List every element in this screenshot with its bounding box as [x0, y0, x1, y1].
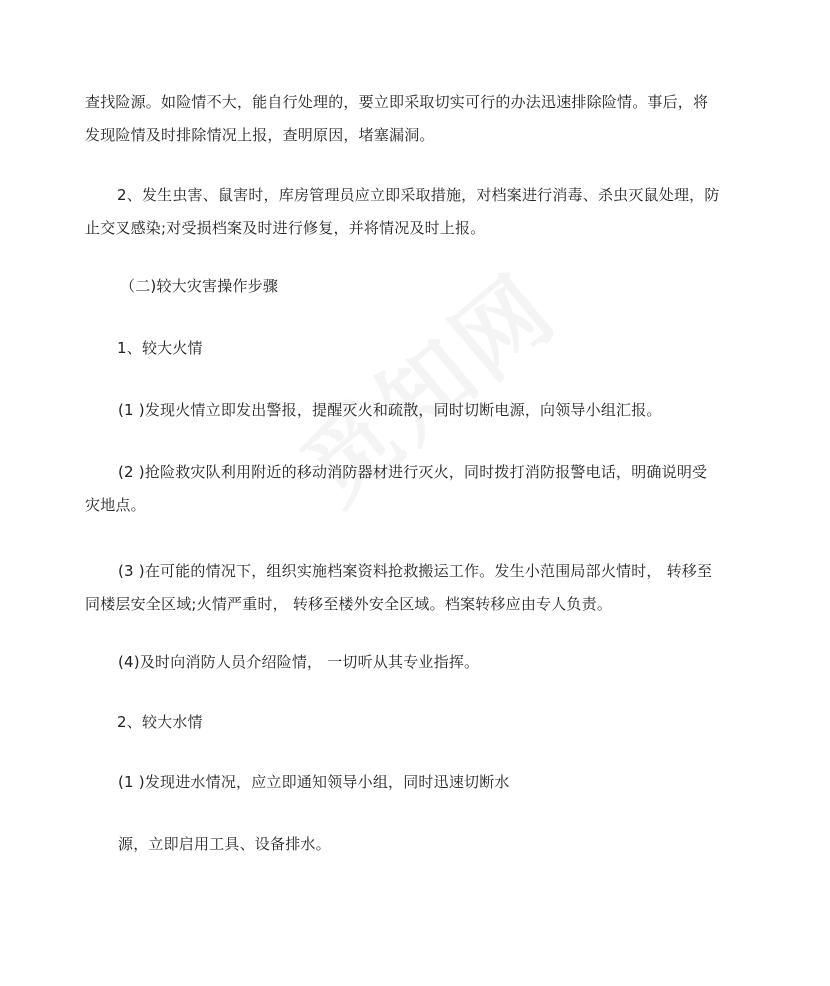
paragraph-line: 源，立即启用工具、设备排水。 — [118, 835, 331, 853]
subsection-heading: 1、较大火情 — [117, 339, 203, 357]
paragraph-line: (1 )发现火情立即发出警报，提醒灭火和疏散，同时切断电源，向领导小组汇报。 — [118, 401, 662, 419]
paragraph-line: (3 )在可能的情况下，组织实施档案资料抢救搬运工作。发生小范围局部火情时， 转移至 — [118, 562, 713, 580]
paragraph-line: (4)及时向消防人员介绍险情， 一切听从其专业指挥。 — [118, 653, 480, 671]
paragraph-line: 同楼层安全区域;火情严重时， 转移至楼外安全区域。档案转移应由专人负责。 — [85, 595, 613, 613]
paragraph-line: 发现险情及时排除情况上报，查明原因，堵塞漏洞。 — [85, 126, 435, 144]
paragraph-line: 查找险源。如险情不大，能自行处理的，要立即采取切实可行的办法迅速排除险情。事后，将 — [85, 93, 709, 111]
paragraph-line: (1 )发现进水情况，应立即通知领导小组，同时迅速切断水 — [118, 773, 510, 791]
paragraph-line: 止交叉感染;对受损档案及时进行修复，并将情况及时上报。 — [85, 219, 486, 237]
paragraph-line: (2 )抢险救灾队利用附近的移动消防器材进行灭火，同时拨打消防报警电话，明确说明受 — [118, 463, 708, 481]
paragraph-line: 灾地点。 — [85, 496, 146, 514]
section-heading: （二)较大灾害操作步骤 — [120, 277, 279, 295]
watermark — [250, 218, 611, 562]
subsection-heading: 2、较大水情 — [117, 713, 203, 731]
paragraph-line: 2、发生虫害、鼠害时，库房管理员应立即采取措施，对档案进行消毒、杀虫灭鼠处理，防 — [117, 186, 720, 204]
